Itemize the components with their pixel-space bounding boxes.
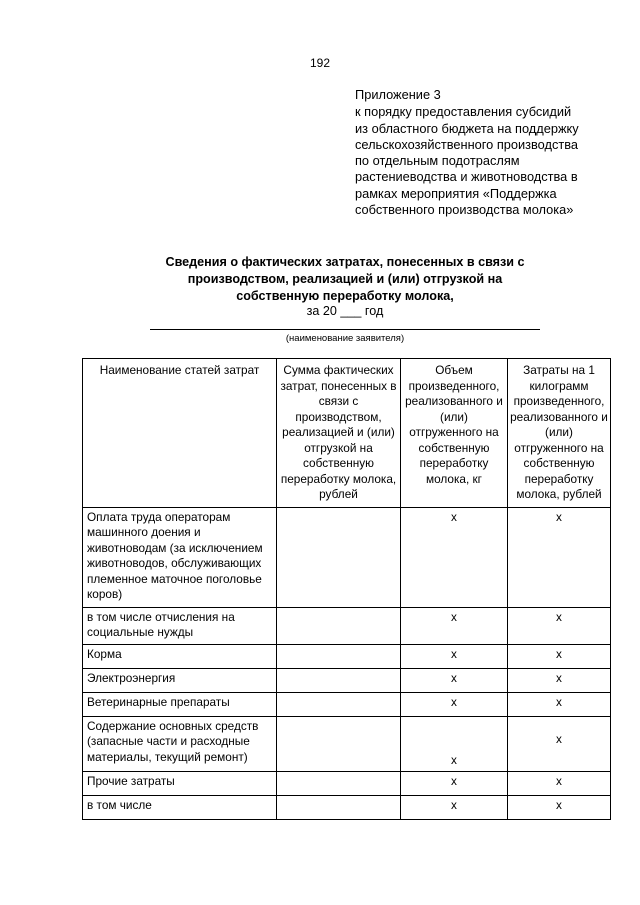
- appendix-line: по отдельным подотраслям: [355, 153, 520, 169]
- applicant-name-line: [150, 329, 540, 330]
- row-name: Ветеринарные препараты: [83, 692, 277, 716]
- row-name: Корма: [83, 644, 277, 668]
- table-row: [83, 668, 611, 692]
- appendix-line: из областного бюджета на поддержку: [355, 120, 579, 136]
- row-sum: [277, 507, 401, 607]
- table-row: [83, 716, 611, 771]
- header-volume: Объем произведенного, реализованного и (или) отгруженного на собственную переработку молока, кг: [401, 359, 508, 508]
- row-per-kg: х: [508, 607, 611, 644]
- row-sum: [277, 771, 401, 795]
- table-row: [83, 644, 611, 668]
- row-name: в том числе: [83, 795, 277, 819]
- row-name: Прочие затраты: [83, 771, 277, 795]
- row-sum: [277, 692, 401, 716]
- row-name: в том числе отчисления на социальные нужды: [83, 607, 277, 644]
- row-name: Оплата труда операторам машинного доения и животноводам (за исключением животноводов, обслуживающих племенное маточное поголовье коров): [83, 507, 277, 607]
- table-row: [83, 507, 611, 607]
- heading-line: собственную переработку молока,: [236, 289, 454, 303]
- row-volume: х: [401, 644, 508, 668]
- row-sum: [277, 644, 401, 668]
- table-row: [83, 692, 611, 716]
- row-name: Содержание основных средств (запасные части и расходные материалы, текущий ремонт): [83, 716, 277, 771]
- row-per-kg: х: [508, 795, 611, 819]
- table-row: [83, 771, 611, 795]
- appendix-block: [355, 87, 625, 218]
- row-sum: [277, 607, 401, 644]
- row-sum: [277, 795, 401, 819]
- row-volume: х: [401, 668, 508, 692]
- row-volume: х: [401, 692, 508, 716]
- year-line: за 20 ___ год: [306, 304, 384, 318]
- row-volume: х: [401, 771, 508, 795]
- appendix-title: Приложение 3: [355, 87, 441, 102]
- costs-table: [82, 358, 611, 820]
- applicant-caption: (наименование заявителя): [285, 333, 405, 344]
- table-row: [83, 607, 611, 644]
- header-cost-per-kg: Затраты на 1 килограмм произведенного, реализованного и (или) отгруженного на собственную переработку молока, рублей: [508, 359, 611, 508]
- header-cost-item: Наименование статей затрат: [83, 359, 277, 508]
- table-row: [83, 795, 611, 819]
- row-sum: [277, 716, 401, 771]
- appendix-line: рамках мероприятия «Поддержка: [355, 185, 557, 201]
- appendix-line: растениеводства и животноводства в: [355, 169, 578, 185]
- row-per-kg: х: [508, 668, 611, 692]
- header-actual-sum: Сумма фактических затрат, понесенных в связи с производством, реализацией и (или) отгрузкой на собственную переработку молока, рублей: [277, 359, 401, 508]
- heading-line: Сведения о фактических затратах, понесенных в связи с: [165, 255, 525, 269]
- row-volume: х: [401, 716, 508, 771]
- appendix-line: сельскохозяйственного производства: [355, 136, 579, 152]
- row-per-kg: х: [508, 771, 611, 795]
- row-per-kg: х: [508, 507, 611, 607]
- row-per-kg: х: [508, 716, 611, 771]
- row-volume: х: [401, 507, 508, 607]
- row-sum: [277, 668, 401, 692]
- appendix-line: собственного производства молока»: [355, 202, 574, 218]
- row-volume: х: [401, 607, 508, 644]
- row-name: Электроэнергия: [83, 668, 277, 692]
- document-heading: [150, 254, 540, 305]
- table-header-row: [83, 359, 611, 508]
- heading-line: производством, реализацией и (или) отгрузкой на: [187, 272, 503, 286]
- row-per-kg: х: [508, 644, 611, 668]
- row-per-kg: х: [508, 692, 611, 716]
- appendix-line: к порядку предоставления субсидий: [355, 104, 572, 120]
- page-number: 192: [309, 56, 331, 70]
- row-volume: х: [401, 795, 508, 819]
